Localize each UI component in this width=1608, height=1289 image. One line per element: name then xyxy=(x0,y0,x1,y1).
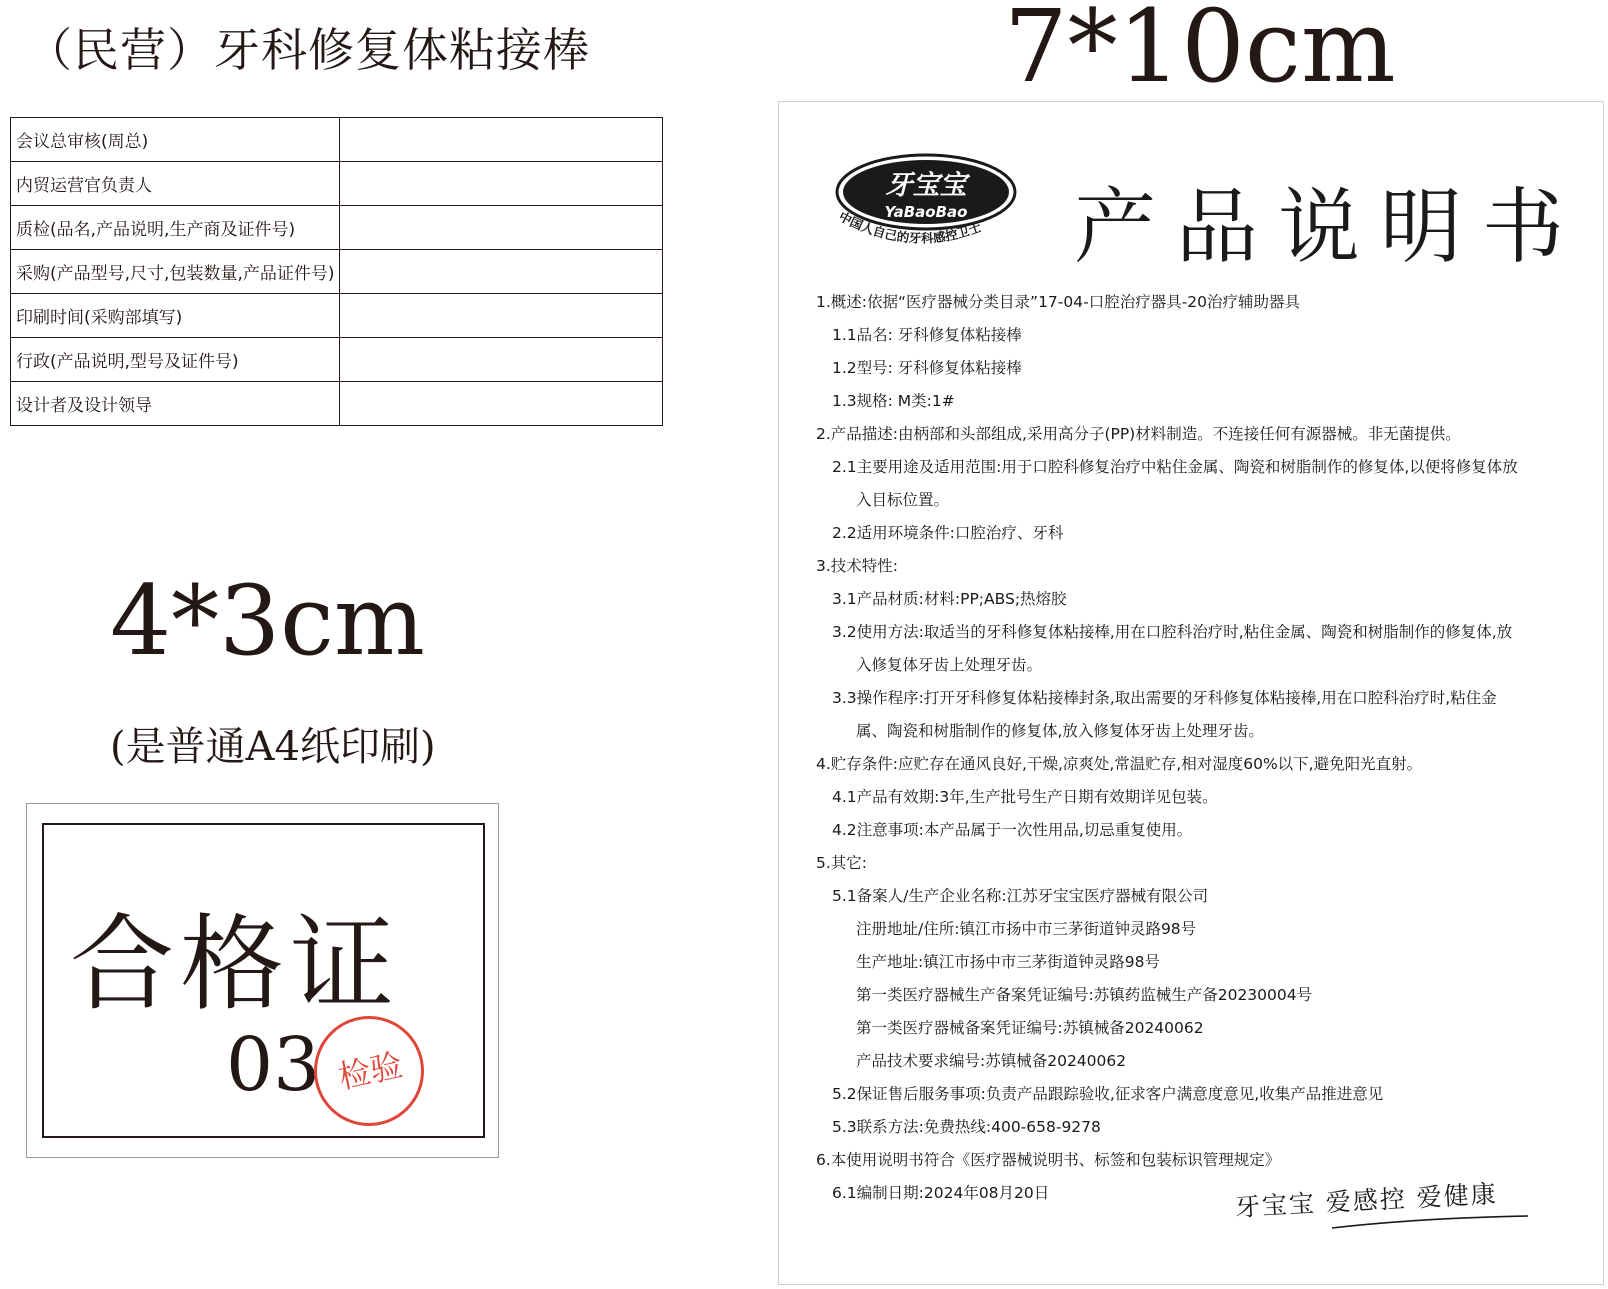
manual-line: 3.技术特性: xyxy=(816,557,899,575)
approval-row xyxy=(11,118,663,162)
inspection-stamp-text: 检验 xyxy=(335,1045,406,1097)
manual-line: 入修复体牙齿上处理牙齿。 xyxy=(856,656,1043,674)
logo-brand-text: 牙宝宝 xyxy=(885,170,967,201)
brand-logo-graphic xyxy=(826,152,1026,262)
manual-line: 3.1产品材质:材料:PP;ABS;热熔胶 xyxy=(832,590,1067,608)
approval-signature-cell[interactable] xyxy=(340,206,663,250)
approval-row xyxy=(11,294,663,338)
manual-line: 1.2型号: 牙科修复体粘接棒 xyxy=(832,359,1022,377)
manual-line: 入目标位置。 xyxy=(856,491,950,509)
manual-body xyxy=(816,286,1556,1210)
approval-label: 印刷时间(采购部填写) xyxy=(11,294,340,338)
manual-line: 注册地址/住所:镇江市扬中市三茅街道钟灵路98号 xyxy=(856,920,1197,938)
manual-line: 第一类医疗器械生产备案凭证编号:苏镇药监械生产备20230004号 xyxy=(856,986,1313,1004)
approval-signature-cell[interactable] xyxy=(340,162,663,206)
approval-signature-cell[interactable] xyxy=(340,250,663,294)
manual-line: 4.1产品有效期:3年,生产批号生产日期有效期详见包装。 xyxy=(832,788,1218,806)
manual-line: 6.本使用说明书符合《医疗器械说明书、标签和包装标识管理规定》 xyxy=(816,1151,1281,1169)
approval-label: 质检(品名,产品说明,生产商及证件号) xyxy=(11,206,340,250)
approval-row xyxy=(11,162,663,206)
approval-label: 采购(产品型号,尺寸,包装数量,产品证件号) xyxy=(11,250,340,294)
certificate-number: 03 xyxy=(226,1022,321,1108)
approval-row xyxy=(11,382,663,426)
manual-line: 5.其它: xyxy=(816,854,868,872)
approval-signature-cell[interactable] xyxy=(340,382,663,426)
manual-title: 产品说明书 xyxy=(1074,180,1585,275)
manual-line: 1.1品名: 牙科修复体粘接棒 xyxy=(832,326,1022,344)
manual-line: 5.1备案人/生产企业名称:江苏牙宝宝医疗器械有限公司 xyxy=(832,887,1209,905)
manual-line: 属、陶瓷和树脂制作的修复体,放入修复体牙齿上处理牙齿。 xyxy=(856,722,1264,740)
approval-signature-cell[interactable] xyxy=(340,338,663,382)
logo-latin-text: YaBaoBao xyxy=(884,203,968,221)
paper-note: (是普通A4纸印刷) xyxy=(110,724,436,770)
brand-slogan: 牙宝宝 爱感控 爱健康 xyxy=(1234,1179,1499,1222)
approval-signature-cell[interactable] xyxy=(340,294,663,338)
approval-label: 会议总审核(周总) xyxy=(11,118,340,162)
manual-line: 5.3联系方法:免费热线:400-658-9278 xyxy=(832,1118,1101,1136)
brand-logo xyxy=(826,152,1026,262)
approval-row xyxy=(11,250,663,294)
approval-table xyxy=(10,117,663,426)
manual-line: 1.3规格: M类:1# xyxy=(832,392,955,410)
slogan-underline-stroke xyxy=(1330,1214,1530,1234)
logo-tagline: 中国人自己的牙科感控卫士 xyxy=(836,208,984,246)
certificate-size: 4*3cm xyxy=(110,565,425,677)
approval-row xyxy=(11,338,663,382)
manual-line: 2.1主要用途及适用范围:用于口腔科修复治疗中粘住金属、陶瓷和树脂制作的修复体,以便将修复体放 xyxy=(832,458,1518,476)
approval-label: 行政(产品说明,型号及证件号) xyxy=(11,338,340,382)
manual-line: 生产地址:镇江市扬中市三茅街道钟灵路98号 xyxy=(856,953,1160,971)
document-title: （民营）牙科修复体粘接棒 xyxy=(26,23,590,77)
manual-line: 5.2保证售后服务事项:负责产品跟踪验收,征求客户满意度意见,收集产品推进意见 xyxy=(832,1085,1384,1103)
approval-label: 设计者及设计领导 xyxy=(11,382,340,426)
approval-label: 内贸运营官负责人 xyxy=(11,162,340,206)
approval-row xyxy=(11,206,663,250)
certificate-title: 合格证 xyxy=(70,903,401,1025)
manual-line: 3.3操作程序:打开牙科修复体粘接棒封条,取出需要的牙科修复体粘接棒,用在口腔科治疗时,粘住金 xyxy=(832,689,1497,707)
manual-size: 7*10cm xyxy=(1004,0,1396,105)
manual-line: 3.2使用方法:取适当的牙科修复体粘接棒,用在口腔科治疗时,粘住金属、陶瓷和树脂制作的修复体,放 xyxy=(832,623,1513,641)
manual-line: 2.2适用环境条件:口腔治疗、牙科 xyxy=(832,524,1064,542)
manual-line: 4.贮存条件:应贮存在通风良好,干燥,凉爽处,常温贮存,相对湿度60%以下,避免阳光直射。 xyxy=(816,755,1423,773)
approval-signature-cell[interactable] xyxy=(340,118,663,162)
manual-line: 4.2注意事项:本产品属于一次性用品,切忌重复使用。 xyxy=(832,821,1193,839)
manual-line: 6.1编制日期:2024年08月20日 xyxy=(832,1184,1050,1202)
manual-line: 1.概述:依据“医疗器械分类目录”17-04-口腔治疗器具-20治疗辅助器具 xyxy=(816,293,1301,311)
manual-line: 第一类医疗器械备案凭证编号:苏镇械备20240062 xyxy=(856,1019,1204,1037)
manual-line: 2.产品描述:由柄部和头部组成,采用高分子(PP)材料制造。不连接任何有源器械。非无菌提供。 xyxy=(816,425,1461,443)
manual-line: 产品技术要求编号:苏镇械备20240062 xyxy=(856,1052,1127,1070)
